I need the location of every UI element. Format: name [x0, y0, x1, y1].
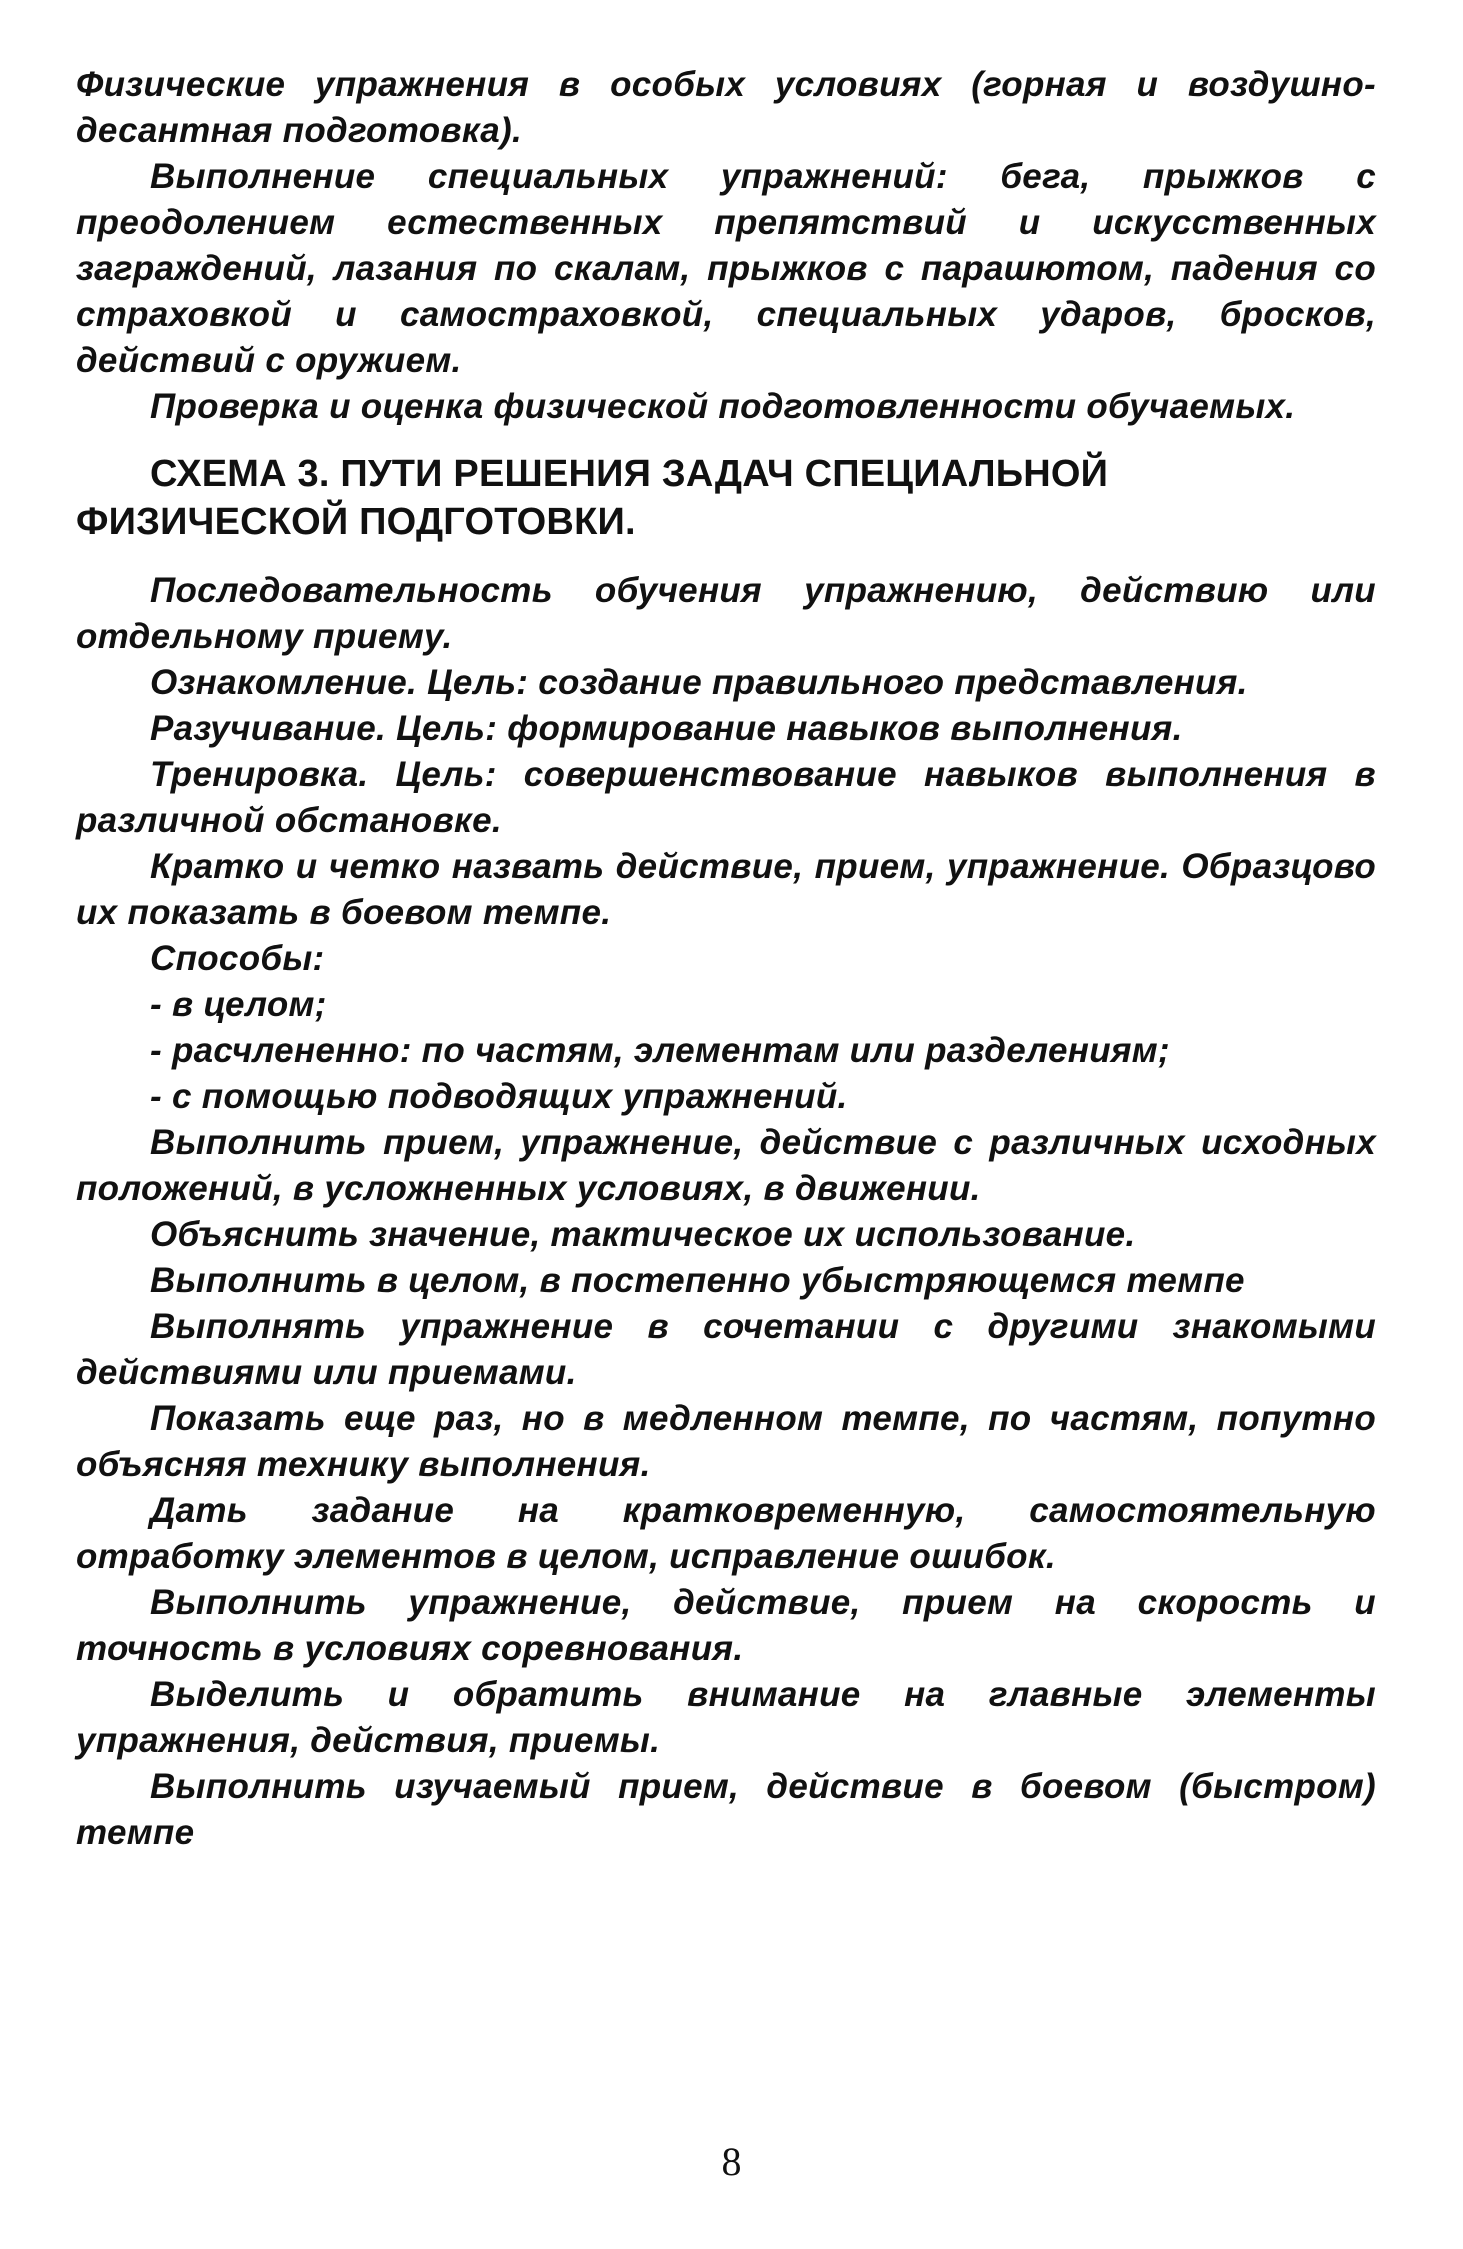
paragraph-special-conditions: Физические упражнения в особых условиях (горная и воздушно-десантная подготовка).: [76, 65, 1376, 150]
list-item-whole: - в целом;: [150, 985, 327, 1024]
paragraph-name-and-show: Кратко и четко назвать действие, прием, упражнение. Образцово их показать в боевом темпе.: [76, 847, 1376, 932]
paragraph-short-task: Дать задание на кратковременную, самостоятельную отработку элементов в целом, исправление ошибок.: [76, 1491, 1376, 1576]
paragraph-main-elements: Выделить и обратить внимание на главные элементы упражнения, действия, приемы.: [76, 1675, 1376, 1760]
paragraph-show-slowly: Показать еще раз, но в медленном темпе, по частям, попутно объясняя технику выполнения.: [76, 1399, 1376, 1484]
list-item-lead-up: - с помощью подводящих упражнений.: [150, 1077, 848, 1116]
paragraph-familiarization: Ознакомление. Цель: создание правильного представления.: [150, 663, 1248, 702]
paragraph-competition: Выполнить упражнение, действие, прием на скорость и точность в условиях соревнования.: [76, 1583, 1376, 1668]
paragraph-methods-label: Способы:: [150, 939, 325, 978]
paragraph-sequence: Последовательность обучения упражнению, действию или отдельному приему.: [76, 571, 1376, 656]
paragraph-special-exercises: Выполнение специальных упражнений: бега, прыжков с преодолением естественных препятствий и искусственных заграждений, лазания по скалам, прыжков с парашютом, падения со страховкой и самостраховкой, специальных ударов, бросков, действий с оружием.: [76, 157, 1376, 380]
document-page: [76, 62, 1376, 1856]
paragraph-accelerating-tempo: Выполнить в целом, в постепенно убыстряющемся темпе: [150, 1261, 1245, 1300]
page-number: 8: [721, 2139, 742, 2184]
section-heading: СХЕМА 3. ПУТИ РЕШЕНИЯ ЗАДАЧ СПЕЦИАЛЬНОЙ ФИЗИЧЕСКОЙ ПОДГОТОВКИ.: [76, 453, 1109, 543]
paragraph-assessment: Проверка и оценка физической подготовленности обучаемых.: [150, 387, 1296, 426]
paragraph-training: Тренировка. Цель: совершенствование навыков выполнения в различной обстановке.: [76, 755, 1376, 840]
paragraph-combat-tempo: Выполнить изучаемый прием, действие в боевом (быстром) темпе: [76, 1767, 1376, 1852]
paragraph-combination: Выполнять упражнение в сочетании с другими знакомыми действиями или приемами.: [76, 1307, 1376, 1392]
list-item-parts: - расчлененно: по частям, элементам или разделениям;: [150, 1031, 1170, 1070]
paragraph-learning: Разучивание. Цель: формирование навыков выполнения.: [150, 709, 1183, 748]
paragraph-various-positions: Выполнить прием, упражнение, действие с различных исходных положений, в усложненных условиях, в движении.: [76, 1123, 1376, 1208]
paragraph-explain-meaning: Объяснить значение, тактическое их использование.: [150, 1215, 1136, 1254]
